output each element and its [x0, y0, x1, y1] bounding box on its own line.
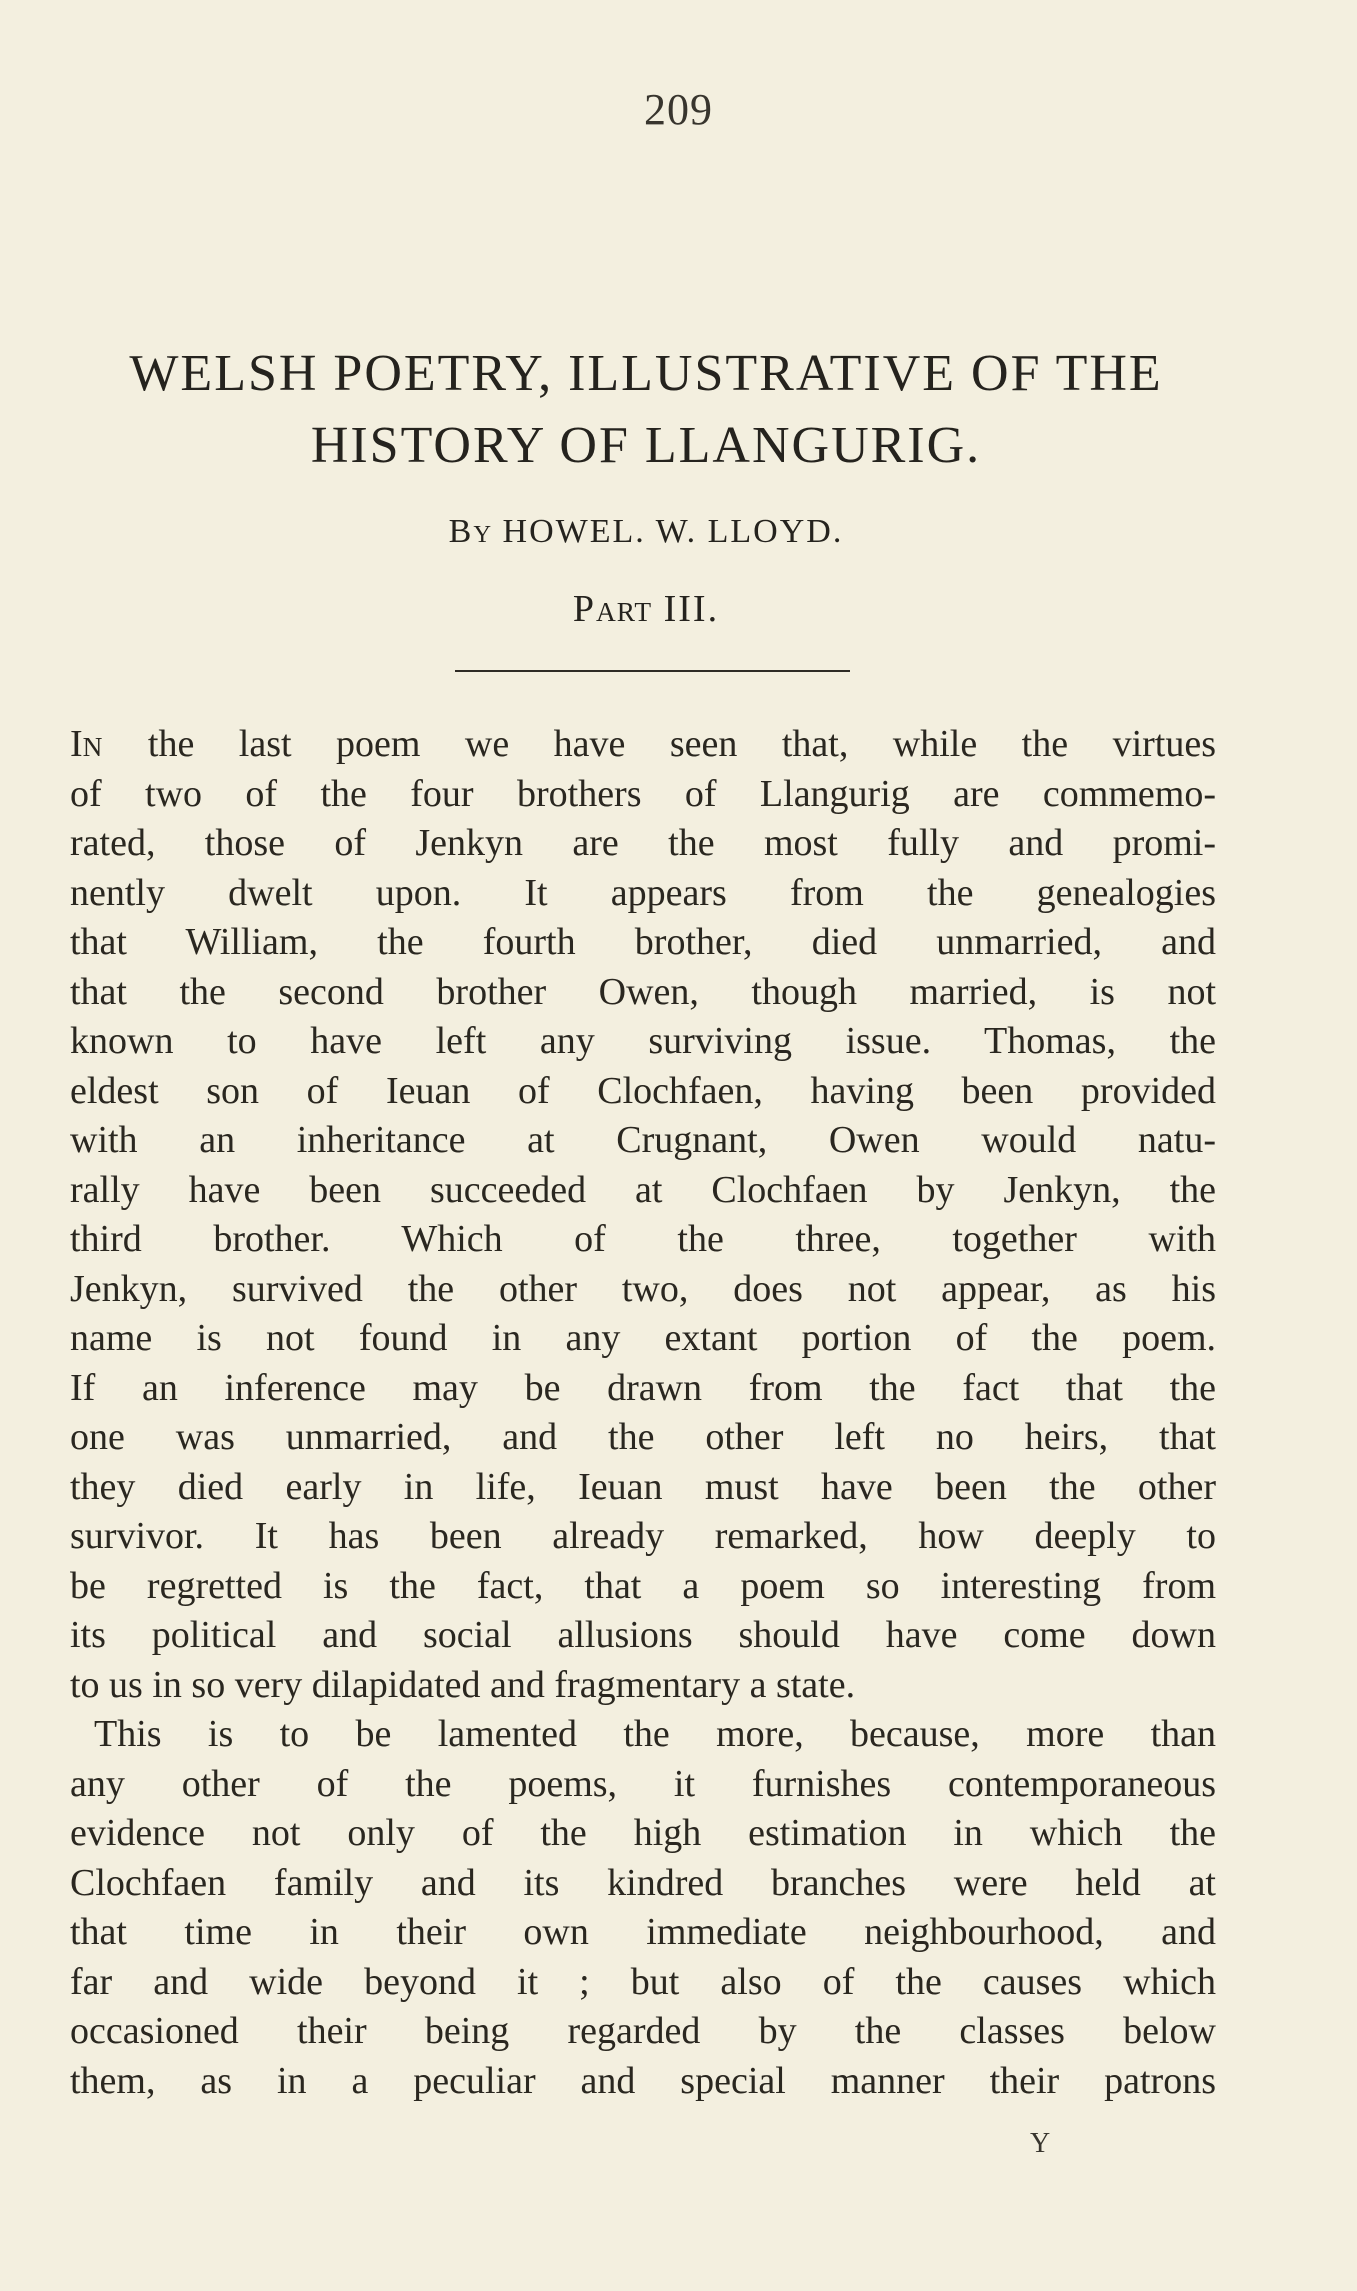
paragraph-line: rated, those of Jenkyn are the most fully and promi-: [70, 822, 1216, 864]
paragraph-line: be regretted is the fact, that a poem so interesting from: [70, 1564, 1216, 1607]
dropcap-initial: I: [70, 723, 83, 765]
paragraph-line: evidence not only of the high estimation in which the: [70, 1812, 1216, 1854]
paragraph-line: [70, 720, 1216, 770]
author-byline: [76, 504, 1216, 563]
paragraph-line: This is to be lamented the more, because, more than: [94, 1713, 1216, 1755]
body-text: [70, 720, 1216, 2106]
paragraph-line: known to have left any surviving issue. Thomas, the: [70, 1020, 1216, 1062]
paragraph-line: far and wide beyond it ; but also of the causes which: [70, 1960, 1216, 2003]
byline-prefix-rest: Y: [473, 521, 493, 548]
paragraph-line: that time in their own immediate neighbourhood, and: [70, 1911, 1216, 1953]
paragraph-line: that the second brother Owen, though married, is not: [70, 970, 1216, 1013]
article-title-line-2: HISTORY OF LLANGURIG.: [310, 417, 982, 474]
page-number: 209: [644, 85, 713, 134]
paragraph-line: survivor. It has been already remarked, how deeply to: [70, 1515, 1216, 1557]
paragraph-line: its political and social allusions should have come down: [70, 1614, 1216, 1656]
article-title-line-1: WELSH POETRY, ILLUSTRATIVE OF THE: [129, 345, 1163, 402]
paragraph-line: they died early in life, Ieuan must have been the other: [70, 1465, 1216, 1508]
section-divider-rule: [455, 670, 850, 672]
byline-prefix-initial: B: [448, 513, 474, 550]
paragraph-line: of two of the four brothers of Llangurig are commemo-: [70, 772, 1216, 815]
paragraph-line: If an inference may be drawn from the fact that the: [70, 1366, 1216, 1409]
paragraph-line: that William, the fourth brother, died unmarried, and: [70, 921, 1216, 963]
part-numeral: III.: [663, 588, 720, 630]
paragraph-line: third brother. Which of the three, together with: [70, 1218, 1216, 1260]
paragraph-line: Clochfaen family and its kindred branches were held at: [70, 1861, 1216, 1904]
paragraph-line: occasioned their being regarded by the classes below: [70, 2010, 1216, 2052]
author-name: HOWEL. W. LLOYD.: [502, 513, 844, 550]
paragraph-line-text: the last poem we have seen that, while the virtues: [103, 723, 1216, 765]
paragraph-line: Jenkyn, survived the other two, does not appear, as his: [70, 1267, 1216, 1310]
paragraph-line: name is not found in any extant portion of the poem.: [70, 1317, 1216, 1359]
paragraph-line: eldest son of Ieuan of Clochfaen, having been provided: [70, 1069, 1216, 1112]
dropcap-rest: N: [82, 732, 104, 762]
paragraph-line: one was unmarried, and the other left no heirs, that: [70, 1416, 1216, 1458]
paragraph-line: rally have been succeeded at Clochfaen by Jenkyn, the: [70, 1168, 1216, 1211]
paragraph-line: with an inheritance at Crugnant, Owen would natu-: [70, 1119, 1216, 1161]
article-heading: [76, 338, 1216, 640]
part-initial: P: [572, 588, 597, 630]
paragraph-2: [70, 1710, 1216, 2106]
signature-mark: Y: [1030, 2128, 1051, 2159]
part-heading: [76, 581, 1216, 640]
part-rest: ART: [596, 597, 653, 627]
paragraph-line: nently dwelt upon. It appears from the genealogies: [70, 871, 1216, 914]
paragraph-line: any other of the poems, it furnishes contemporaneous: [70, 1762, 1216, 1805]
paragraph-line: them, as in a peculiar and special manner their patrons: [70, 2059, 1216, 2102]
paragraph-line: to us in so very dilapidated and fragmentary a state.: [70, 1663, 856, 1706]
paragraph-1: [70, 720, 1216, 1710]
